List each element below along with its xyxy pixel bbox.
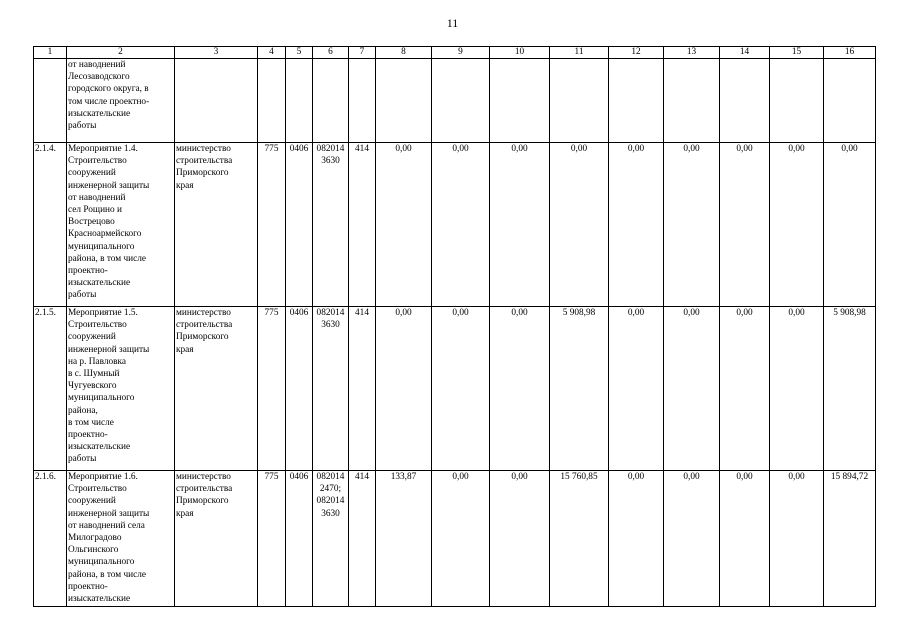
column-header: 12 (609, 47, 664, 59)
table-row (34, 59, 876, 143)
cell-col11: 15 760,85 (550, 471, 609, 607)
cell-col14: 0,00 (720, 471, 770, 607)
column-header: 9 (432, 47, 490, 59)
column-header: 13 (664, 47, 720, 59)
column-header: 3 (175, 47, 258, 59)
cell-col11: 0,00 (550, 143, 609, 307)
column-header: 6 (313, 47, 349, 59)
page-number: 11 (446, 16, 459, 30)
cell-col16: 15 894,72 (824, 471, 876, 607)
cell-col12: 0,00 (609, 307, 664, 471)
cell-col6: 082014 3630 (313, 143, 349, 307)
cell-col8 (376, 59, 432, 143)
measure-name: Мероприятие 1.6. Строительство сооружений инженерной защиты от наводнений села Милоградово Ольгинского муниципального района, в том числе проектно- изыскательские (67, 471, 175, 607)
cell-col14: 0,00 (720, 143, 770, 307)
cell-col9: 0,00 (432, 307, 490, 471)
cell-col6: 082014 2470; 082014 3630 (313, 471, 349, 607)
column-header: 16 (824, 47, 876, 59)
cell-col10: 0,00 (490, 471, 550, 607)
cell-col12: 0,00 (609, 471, 664, 607)
cell-col9 (432, 59, 490, 143)
cell-col4 (258, 59, 286, 143)
cell-col8: 0,00 (376, 307, 432, 471)
cell-col11: 5 908,98 (550, 307, 609, 471)
cell-col7 (349, 59, 376, 143)
cell-col12: 0,00 (609, 143, 664, 307)
cell-col9: 0,00 (432, 471, 490, 607)
cell-col15: 0,00 (770, 307, 824, 471)
cell-col13: 0,00 (664, 471, 720, 607)
column-header: 11 (550, 47, 609, 59)
table-row (34, 471, 876, 607)
cell-col10 (490, 59, 550, 143)
cell-col7: 414 (349, 307, 376, 471)
cell-col4: 775 (258, 307, 286, 471)
cell-col15 (770, 59, 824, 143)
column-header: 8 (376, 47, 432, 59)
table-row (34, 143, 876, 307)
column-header: 4 (258, 47, 286, 59)
cell-col8: 0,00 (376, 143, 432, 307)
cell-col10: 0,00 (490, 143, 550, 307)
cell-col7: 414 (349, 143, 376, 307)
organization (175, 59, 258, 143)
cell-col14 (720, 59, 770, 143)
cell-col15: 0,00 (770, 471, 824, 607)
column-header: 10 (490, 47, 550, 59)
cell-col7: 414 (349, 471, 376, 607)
cell-col16: 5 908,98 (824, 307, 876, 471)
cell-col4: 775 (258, 143, 286, 307)
row-number: 2.1.6. (34, 471, 67, 607)
organization: министерство строительства Приморского края (175, 307, 258, 471)
organization: министерство строительства Приморского края (175, 471, 258, 607)
cell-col5: 0406 (286, 143, 313, 307)
cell-col10: 0,00 (490, 307, 550, 471)
header-row (34, 47, 876, 59)
column-header: 15 (770, 47, 824, 59)
cell-col13 (664, 59, 720, 143)
measure-name: от наводнений Лесозаводского городского округа, в том числе проектно- изыскательские работы (67, 59, 175, 143)
cell-col14: 0,00 (720, 307, 770, 471)
cell-col13: 0,00 (664, 307, 720, 471)
cell-col15: 0,00 (770, 143, 824, 307)
cell-col6: 082014 3630 (313, 307, 349, 471)
cell-col5: 0406 (286, 471, 313, 607)
column-header: 5 (286, 47, 313, 59)
cell-col6 (313, 59, 349, 143)
cell-col4: 775 (258, 471, 286, 607)
measure-name: Мероприятие 1.5. Строительство сооружений инженерной защиты на р. Павловка в с. Шумный Чугуевского муниципального района, в том числе проектно- изыскательские работы (67, 307, 175, 471)
cell-col12 (609, 59, 664, 143)
cell-col16: 0,00 (824, 143, 876, 307)
column-header: 2 (67, 47, 175, 59)
cell-col13: 0,00 (664, 143, 720, 307)
column-header: 7 (349, 47, 376, 59)
budget-table (33, 46, 876, 607)
row-number (34, 59, 67, 143)
organization: министерство строительства Приморского края (175, 143, 258, 307)
row-number: 2.1.5. (34, 307, 67, 471)
column-header: 1 (34, 47, 67, 59)
cell-col8: 133,87 (376, 471, 432, 607)
table-row (34, 307, 876, 471)
cell-col11 (550, 59, 609, 143)
cell-col5 (286, 59, 313, 143)
cell-col5: 0406 (286, 307, 313, 471)
row-number: 2.1.4. (34, 143, 67, 307)
measure-name: Мероприятие 1.4. Строительство сооружений инженерной защиты от наводнений сел Рощино и Вострецово Красноармейского муниципального района, в том числе проектно- изыскательские работы (67, 143, 175, 307)
cell-col16 (824, 59, 876, 143)
cell-col9: 0,00 (432, 143, 490, 307)
column-header: 14 (720, 47, 770, 59)
